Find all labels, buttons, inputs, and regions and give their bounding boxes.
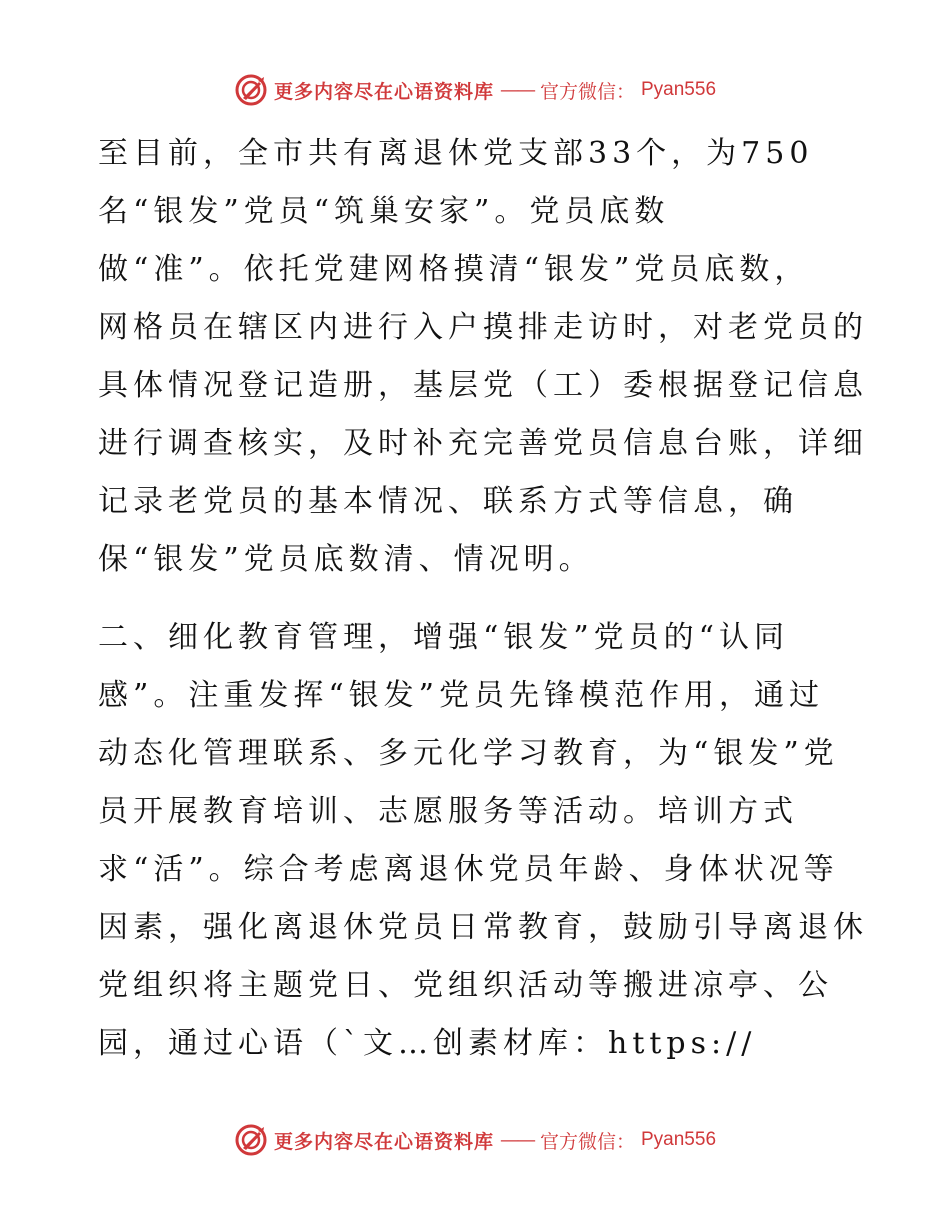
- paragraph-spacer: [98, 589, 858, 609]
- watermark-dash: ——: [499, 79, 534, 101]
- watermark-wechat-id: Pyan556: [641, 1129, 717, 1150]
- brand-logo-icon: [234, 1123, 268, 1157]
- text-line: 网格员在辖区内进行入户摸排走访时，对老党员的: [98, 310, 868, 345]
- text-line: 进行调查核实，及时补充完善党员信息台账，详细: [98, 426, 868, 461]
- text-line: 做“准”。依托党建网格摸清“银发”党员底数，: [98, 252, 810, 287]
- text-line: 园，通过心语（`文…创素材库：https://: [98, 1026, 757, 1061]
- text-line: 因素，强化离退休党员日常教育，鼓励引导离退休: [98, 910, 868, 945]
- text-line: 求“活”。综合考虑离退休党员年龄、身体状况等: [98, 852, 839, 887]
- text-line: 党组织将主题党日、党组织活动等搬进凉亭、公: [98, 968, 833, 1003]
- watermark-dash: ——: [499, 1129, 534, 1151]
- text-line: 员开展教育培训、志愿服务等活动。培训方式: [98, 794, 798, 829]
- text-line: 二、细化教育管理，增强“银发”党员的“认同: [98, 620, 790, 655]
- paragraph-2: [98, 609, 868, 1073]
- text-line: 至目前，全市共有离退休党支部33个，为750: [98, 136, 814, 171]
- text-line: 保“银发”党员底数清、情况明。: [98, 542, 594, 577]
- document-body: [98, 125, 868, 1073]
- brand-logo-icon: [234, 73, 268, 107]
- watermark-text: 更多内容尽在心语资料库: [273, 80, 494, 103]
- watermark-text: 更多内容尽在心语资料库: [273, 1130, 494, 1153]
- watermark-wechat-label: 官方微信：: [539, 1130, 635, 1153]
- paragraph-1: [98, 125, 868, 589]
- text-line: 具体情况登记造册，基层党（工）委根据登记信息: [98, 368, 868, 403]
- text-line: 感”。注重发挥“银发”党员先锋模范作用，通过: [98, 678, 825, 713]
- text-line: 记录老党员的基本情况、联系方式等信息，确: [98, 484, 798, 519]
- footer-watermark: [0, 1120, 950, 1160]
- header-watermark: [0, 70, 950, 110]
- text-line: 动态化管理联系、多元化学习教育，为“银发”党: [98, 736, 839, 771]
- watermark-wechat-label: 官方微信：: [539, 80, 635, 103]
- text-line: 名“银发”党员“筑巢安家”。党员底数: [98, 194, 670, 229]
- watermark-wechat-id: Pyan556: [641, 79, 717, 100]
